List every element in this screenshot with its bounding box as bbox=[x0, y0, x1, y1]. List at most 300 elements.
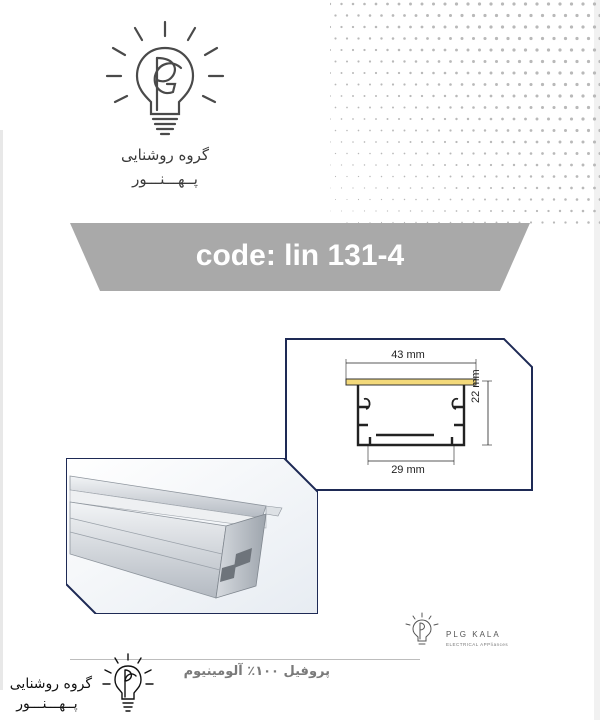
halftone-dot bbox=[478, 2, 481, 5]
halftone-dot bbox=[334, 37, 336, 39]
halftone-dot bbox=[495, 106, 498, 109]
halftone-dot bbox=[455, 72, 458, 75]
halftone-dot bbox=[507, 129, 510, 132]
halftone-dot bbox=[341, 118, 343, 120]
halftone-dot bbox=[472, 83, 475, 86]
halftone-dot bbox=[346, 84, 348, 86]
halftone-dot bbox=[489, 2, 492, 5]
halftone-dot bbox=[421, 118, 423, 120]
halftone-dot bbox=[570, 117, 573, 120]
lightbulb-logo-icon bbox=[95, 18, 235, 143]
halftone-dot bbox=[518, 106, 521, 109]
halftone-dot bbox=[581, 117, 584, 120]
halftone-dot bbox=[558, 94, 561, 97]
halftone-dot bbox=[403, 83, 405, 85]
halftone-dot bbox=[513, 187, 515, 189]
halftone-dot bbox=[552, 83, 555, 86]
halftone-dot bbox=[575, 83, 578, 86]
halftone-dot bbox=[392, 176, 394, 178]
halftone-dot bbox=[386, 3, 389, 6]
halftone-dot bbox=[570, 164, 573, 167]
halftone-dot bbox=[352, 72, 354, 74]
halftone-dot bbox=[455, 141, 457, 143]
halftone-dot bbox=[547, 210, 549, 212]
halftone-dot bbox=[593, 187, 596, 190]
halftone-dot bbox=[478, 25, 481, 28]
halftone-dot bbox=[380, 60, 382, 62]
halftone-dot bbox=[340, 49, 342, 51]
halftone-dot bbox=[341, 211, 342, 212]
halftone-dot bbox=[576, 175, 579, 178]
halftone-dot bbox=[564, 37, 567, 40]
halftone-dot bbox=[432, 95, 434, 97]
halftone-dot bbox=[467, 95, 470, 98]
halftone-dot bbox=[587, 83, 590, 86]
halftone-dot bbox=[564, 152, 567, 155]
halftone-dot bbox=[587, 14, 590, 17]
halftone-dot bbox=[398, 141, 400, 143]
halftone-dot bbox=[524, 95, 527, 98]
halftone-dot bbox=[410, 210, 411, 211]
halftone-dot bbox=[501, 118, 504, 121]
halftone-dot bbox=[593, 117, 596, 120]
halftone-dot bbox=[444, 49, 447, 52]
halftone-dot bbox=[518, 175, 520, 177]
halftone-dot bbox=[375, 72, 377, 74]
halftone-dot bbox=[587, 37, 590, 40]
halftone-dot bbox=[559, 187, 562, 190]
halftone-dot bbox=[421, 95, 423, 97]
halftone-dot bbox=[535, 71, 538, 74]
halftone-dot bbox=[564, 129, 567, 132]
halftone-dot bbox=[495, 198, 497, 200]
halftone-dot bbox=[501, 25, 504, 28]
halftone-dot bbox=[346, 153, 347, 154]
halftone-dot bbox=[547, 25, 550, 28]
halftone-dot bbox=[398, 95, 400, 97]
halftone-dot bbox=[421, 164, 423, 166]
halftone-dot bbox=[444, 210, 446, 212]
halftone-dot bbox=[490, 187, 492, 189]
halftone-dot bbox=[529, 60, 532, 63]
halftone-dot bbox=[357, 37, 359, 39]
halftone-dot bbox=[369, 60, 371, 62]
halftone-dot bbox=[484, 106, 487, 109]
halftone-dot bbox=[507, 83, 510, 86]
halftone-dot bbox=[593, 210, 596, 213]
halftone-dot bbox=[506, 14, 509, 17]
halftone-dot bbox=[507, 175, 509, 177]
halftone-dot bbox=[381, 176, 383, 178]
halftone-dot bbox=[512, 71, 515, 74]
halftone-dot bbox=[409, 118, 411, 120]
halftone-dot bbox=[593, 164, 596, 167]
halftone-dot bbox=[564, 198, 567, 201]
halftone-dot bbox=[506, 60, 509, 63]
halftone-dot bbox=[381, 153, 383, 155]
halftone-dot bbox=[524, 48, 527, 51]
halftone-dot bbox=[461, 37, 464, 40]
halftone-dot bbox=[364, 141, 366, 143]
halftone-dot bbox=[415, 83, 417, 85]
halftone-dot bbox=[421, 26, 424, 29]
halftone-dot bbox=[472, 175, 474, 177]
halftone-dot bbox=[547, 187, 550, 190]
halftone-dot bbox=[410, 187, 412, 189]
halftone-dot bbox=[518, 83, 521, 86]
halftone-dot bbox=[358, 107, 360, 109]
halftone-dot bbox=[587, 106, 590, 109]
halftone-dot bbox=[330, 118, 331, 120]
halftone-dot bbox=[364, 95, 366, 97]
halftone-dot bbox=[352, 210, 353, 211]
halftone-dot bbox=[501, 95, 504, 98]
halftone-dot bbox=[581, 140, 584, 143]
halftone-dot bbox=[369, 83, 371, 85]
halftone-dot bbox=[363, 3, 366, 6]
halftone-dot bbox=[558, 117, 561, 120]
product-photo bbox=[66, 458, 318, 614]
halftone-dot-pattern bbox=[330, 0, 600, 230]
halftone-dot bbox=[375, 141, 377, 143]
halftone-dot bbox=[398, 3, 401, 6]
halftone-dot bbox=[426, 37, 429, 40]
halftone-dot bbox=[369, 37, 371, 39]
halftone-dot bbox=[340, 26, 342, 28]
halftone-dot bbox=[415, 37, 418, 40]
halftone-dot bbox=[490, 141, 492, 143]
halftone-dot bbox=[449, 106, 451, 108]
halftone-dot bbox=[392, 199, 393, 200]
halftone-dot bbox=[483, 14, 486, 17]
halftone-dot bbox=[426, 129, 428, 131]
halftone-dot bbox=[512, 48, 515, 51]
halftone-dot bbox=[553, 175, 556, 178]
halftone-dot bbox=[427, 153, 429, 155]
halftone-dot bbox=[438, 199, 440, 201]
halftone-dot bbox=[564, 175, 567, 178]
halftone-dot bbox=[352, 3, 355, 6]
halftone-dot bbox=[530, 129, 533, 132]
halftone-dot bbox=[587, 60, 590, 63]
halftone-dot bbox=[535, 2, 538, 5]
halftone-dot bbox=[472, 60, 475, 63]
dimension-height: 22 mm bbox=[470, 369, 482, 403]
halftone-dot bbox=[575, 129, 578, 132]
halftone-dot bbox=[478, 187, 480, 189]
halftone-dot bbox=[330, 95, 331, 97]
halftone-dot bbox=[513, 141, 516, 144]
halftone-dot bbox=[398, 210, 399, 211]
halftone-dot bbox=[387, 164, 389, 166]
halftone-dot bbox=[358, 176, 359, 177]
halftone-dot bbox=[570, 71, 573, 74]
halftone-dot bbox=[358, 130, 360, 132]
halftone-dot bbox=[552, 60, 555, 63]
halftone-dot bbox=[582, 210, 585, 213]
halftone-dot bbox=[467, 72, 470, 75]
halftone-dot bbox=[587, 175, 590, 178]
halftone-dot bbox=[507, 198, 509, 200]
halftone-dot bbox=[387, 210, 388, 211]
halftone-dot bbox=[495, 60, 498, 63]
halftone-dot bbox=[587, 152, 590, 155]
halftone-dot bbox=[410, 164, 412, 166]
brand-name-line2: پــهـــنـــور bbox=[132, 170, 198, 188]
halftone-dot bbox=[421, 210, 423, 212]
halftone-dot bbox=[507, 106, 510, 109]
halftone-dot bbox=[536, 210, 538, 212]
halftone-dot bbox=[541, 83, 544, 86]
halftone-dot bbox=[398, 26, 401, 29]
halftone-dot bbox=[536, 141, 539, 144]
halftone-dot bbox=[455, 2, 458, 5]
halftone-dot bbox=[501, 187, 503, 189]
halftone-dot bbox=[553, 152, 556, 155]
halftone-dot bbox=[455, 49, 458, 52]
halftone-dot bbox=[438, 37, 441, 40]
halftone-dot bbox=[357, 14, 359, 16]
halftone-dot bbox=[582, 187, 585, 190]
halftone-dot bbox=[541, 60, 544, 63]
halftone-dot bbox=[524, 118, 527, 121]
halftone-dot bbox=[467, 210, 469, 212]
halftone-dot bbox=[421, 141, 423, 143]
halftone-dot bbox=[530, 106, 533, 109]
halftone-dot bbox=[483, 37, 486, 40]
halftone-dot bbox=[449, 152, 451, 154]
halftone-dot bbox=[501, 2, 504, 5]
halftone-dot bbox=[433, 164, 435, 166]
halftone-dot bbox=[541, 198, 543, 200]
halftone-dot bbox=[404, 130, 406, 132]
halftone-dot bbox=[444, 141, 446, 143]
halftone-dot bbox=[564, 83, 567, 86]
halftone-dot bbox=[386, 72, 388, 74]
halftone-dot bbox=[467, 49, 470, 52]
halftone-dot bbox=[524, 71, 527, 74]
halftone-dot bbox=[403, 14, 406, 17]
halftone-dot bbox=[352, 187, 353, 188]
halftone-dot bbox=[450, 176, 452, 178]
halftone-dot bbox=[398, 72, 400, 74]
halftone-dot bbox=[335, 153, 336, 154]
halftone-dot bbox=[456, 187, 458, 189]
halftone-dot bbox=[570, 48, 573, 51]
halftone-dot bbox=[593, 25, 596, 28]
halftone-dot bbox=[524, 187, 526, 189]
halftone-dot bbox=[547, 118, 550, 121]
halftone-dot bbox=[444, 26, 447, 29]
halftone-dot bbox=[490, 118, 493, 121]
halftone-dot bbox=[466, 25, 469, 28]
brand-name-line1: گروه روشنایی bbox=[120, 146, 210, 164]
halftone-dot bbox=[473, 199, 475, 201]
halftone-dot bbox=[450, 199, 452, 201]
halftone-dot bbox=[352, 95, 354, 97]
halftone-dot bbox=[433, 187, 435, 189]
halftone-dot bbox=[346, 37, 348, 39]
halftone-dot bbox=[404, 153, 406, 155]
halftone-dot bbox=[495, 37, 498, 40]
halftone-dot bbox=[426, 83, 428, 85]
halftone-dot bbox=[587, 198, 590, 201]
halftone-dot bbox=[421, 49, 424, 52]
dimension-width-bottom: 29 mm bbox=[391, 464, 425, 476]
halftone-dot bbox=[461, 152, 463, 154]
halftone-dot bbox=[421, 187, 423, 189]
halftone-dot bbox=[444, 164, 446, 166]
halftone-dot bbox=[438, 60, 441, 63]
halftone-dot bbox=[593, 94, 596, 97]
halftone-dot bbox=[421, 3, 424, 6]
halftone-dot bbox=[529, 37, 532, 40]
halftone-dot bbox=[432, 118, 434, 120]
halftone-dot bbox=[553, 198, 555, 200]
halftone-dot bbox=[409, 26, 412, 29]
plg-kala-subtitle: ELECTRICAL APPliances bbox=[446, 642, 509, 647]
halftone-dot bbox=[363, 26, 365, 28]
halftone-dot bbox=[421, 72, 423, 74]
halftone-dot bbox=[495, 175, 497, 177]
halftone-dot bbox=[564, 14, 567, 17]
halftone-dot bbox=[558, 2, 561, 5]
halftone-dot bbox=[341, 187, 342, 188]
halftone-dot bbox=[575, 37, 578, 40]
halftone-dot bbox=[570, 187, 573, 190]
halftone-dot bbox=[375, 164, 377, 166]
halftone-dot bbox=[490, 72, 493, 75]
halftone-dot bbox=[541, 106, 544, 109]
halftone-dot bbox=[375, 118, 377, 120]
halftone-dot bbox=[380, 83, 382, 85]
halftone-dot bbox=[513, 210, 515, 212]
halftone-dot bbox=[495, 14, 498, 17]
halftone-dot bbox=[460, 14, 463, 17]
halftone-dot bbox=[484, 129, 486, 131]
halftone-dot bbox=[484, 83, 487, 86]
halftone-dot bbox=[530, 198, 532, 200]
halftone-dot bbox=[484, 199, 486, 201]
left-edge-rule bbox=[0, 130, 3, 690]
halftone-dot bbox=[570, 141, 573, 144]
halftone-dot bbox=[432, 72, 435, 75]
halftone-dot bbox=[403, 37, 406, 40]
halftone-dot bbox=[398, 49, 401, 52]
halftone-dot bbox=[369, 199, 370, 200]
halftone-dot bbox=[461, 129, 463, 131]
halftone-dot bbox=[346, 14, 348, 16]
halftone-dot bbox=[433, 210, 435, 212]
halftone-dot bbox=[536, 164, 539, 167]
halftone-dot bbox=[358, 84, 360, 86]
halftone-dot bbox=[535, 94, 538, 97]
halftone-dot bbox=[364, 187, 365, 188]
halftone-dot bbox=[547, 48, 550, 51]
halftone-dot bbox=[472, 37, 475, 40]
halftone-dot bbox=[335, 176, 336, 177]
halftone-dot bbox=[387, 141, 389, 143]
halftone-dot bbox=[330, 26, 331, 28]
halftone-dot bbox=[575, 60, 578, 63]
halftone-dot bbox=[346, 176, 347, 177]
halftone-dot bbox=[438, 152, 440, 154]
halftone-dot bbox=[415, 199, 417, 201]
halftone-dot bbox=[570, 25, 573, 28]
halftone-dot bbox=[575, 106, 578, 109]
halftone-dot bbox=[444, 72, 447, 75]
halftone-dot bbox=[392, 153, 394, 155]
halftone-dot bbox=[387, 118, 389, 120]
halftone-dot bbox=[392, 83, 394, 85]
halftone-dot bbox=[478, 49, 481, 52]
halftone-dot bbox=[415, 60, 418, 63]
halftone-dot bbox=[552, 106, 555, 109]
halftone-dot bbox=[380, 37, 382, 39]
halftone-dot bbox=[427, 176, 429, 178]
halftone-dot bbox=[335, 61, 337, 63]
halftone-dot bbox=[541, 14, 544, 17]
halftone-dot bbox=[341, 141, 342, 142]
halftone-dot bbox=[467, 118, 469, 120]
halftone-dot bbox=[501, 164, 503, 166]
halftone-dot bbox=[461, 106, 464, 109]
halftone-dot bbox=[330, 3, 331, 5]
halftone-dot bbox=[524, 164, 527, 167]
halftone-dot bbox=[552, 37, 555, 40]
halftone-dot bbox=[375, 3, 378, 6]
halftone-dot bbox=[415, 176, 417, 178]
halftone-dot bbox=[380, 14, 383, 17]
halftone-dot bbox=[364, 164, 365, 165]
halftone-dot bbox=[335, 199, 336, 200]
halftone-dot bbox=[547, 71, 550, 74]
halftone-dot bbox=[392, 37, 395, 40]
halftone-dot bbox=[478, 141, 480, 143]
halftone-dot bbox=[364, 210, 365, 211]
halftone-dot bbox=[564, 106, 567, 109]
halftone-dot bbox=[426, 14, 429, 17]
halftone-dot bbox=[547, 141, 550, 144]
halftone-dot bbox=[369, 107, 371, 109]
halftone-dot bbox=[403, 106, 405, 108]
halftone-dot bbox=[398, 118, 400, 120]
halftone-dot bbox=[587, 129, 590, 132]
halftone-dot bbox=[489, 48, 492, 51]
halftone-dot bbox=[444, 95, 446, 97]
halftone-dot bbox=[341, 72, 343, 74]
halftone-dot bbox=[427, 199, 429, 201]
halftone-dot bbox=[490, 164, 492, 166]
halftone-dot bbox=[513, 118, 516, 121]
halftone-dot bbox=[484, 60, 487, 63]
halftone-dot bbox=[426, 60, 429, 63]
halftone-dot bbox=[386, 26, 389, 29]
halftone-dot bbox=[582, 164, 585, 167]
halftone-dot bbox=[501, 48, 504, 51]
halftone-dot bbox=[455, 164, 457, 166]
halftone-dot bbox=[410, 141, 412, 143]
halftone-dot bbox=[386, 95, 388, 97]
halftone-dot bbox=[570, 2, 573, 5]
halftone-dot bbox=[576, 152, 579, 155]
watermark-brand-line2: پــهـــنـــور bbox=[16, 696, 78, 712]
halftone-dot bbox=[472, 106, 475, 109]
halftone-dot bbox=[518, 14, 521, 17]
halftone-dot bbox=[552, 14, 555, 17]
halftone-dot bbox=[518, 60, 521, 63]
halftone-dot bbox=[518, 37, 521, 40]
